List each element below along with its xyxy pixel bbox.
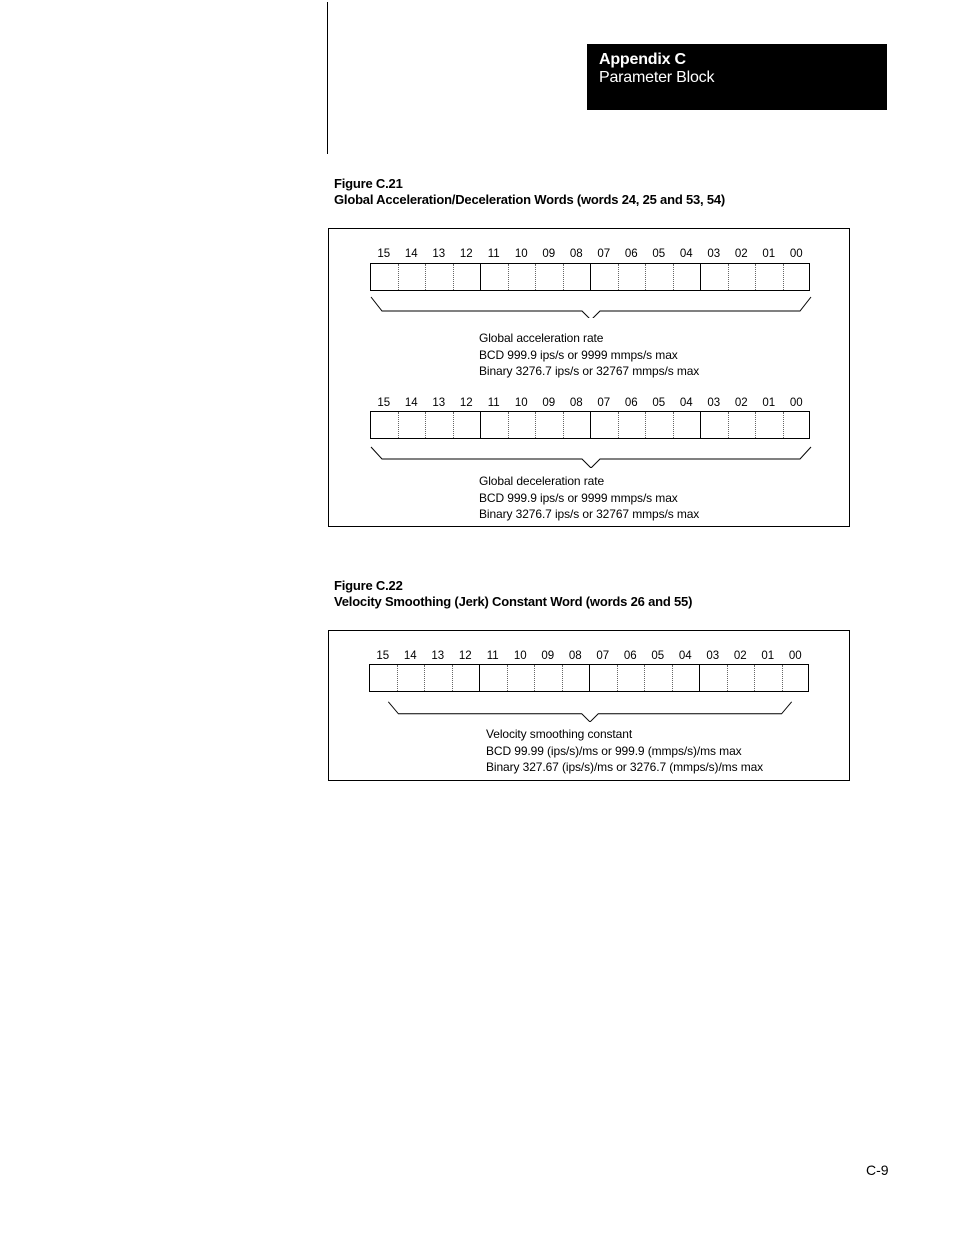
bit-cell [426, 264, 454, 290]
bit-cell [371, 264, 399, 290]
bit-cell [563, 665, 591, 691]
bit-cell [509, 412, 537, 438]
bit-number: 06 [624, 397, 638, 409]
bit-cell [784, 264, 812, 290]
bit-cell [426, 412, 454, 438]
bit-cell [454, 412, 482, 438]
bit-cell [454, 264, 482, 290]
bit-cell [399, 412, 427, 438]
bit-number: 09 [541, 650, 555, 662]
acceleration-bcd: BCD 999.9 ips/s or 9999 mmps/s max [479, 347, 678, 362]
acceleration-brace [370, 296, 812, 318]
bit-cell [508, 665, 536, 691]
deceleration-title: Global deceleration rate [479, 474, 605, 488]
bit-cell [728, 665, 756, 691]
bit-cell [646, 264, 674, 290]
bit-number: 07 [597, 397, 611, 409]
bit-cell [564, 264, 592, 290]
bit-number: 12 [458, 650, 472, 662]
bit-number: 01 [761, 650, 775, 662]
bit-cell [756, 264, 784, 290]
bit-number: 11 [486, 650, 499, 662]
bit-cell [453, 665, 481, 691]
bit-number: 13 [432, 248, 446, 260]
bit-number: 10 [514, 397, 528, 409]
bit-number: 14 [403, 650, 417, 662]
bit-cell [399, 264, 427, 290]
bit-number: 03 [707, 248, 721, 260]
acceleration-title: Global acceleration rate [479, 331, 604, 345]
bit-cell [674, 264, 702, 290]
bit-number: 15 [377, 248, 391, 260]
bit-cell [646, 412, 674, 438]
bit-cell [645, 665, 673, 691]
margin-rule [327, 2, 328, 154]
bit-number: 08 [568, 650, 582, 662]
bit-number: 11 [487, 397, 500, 409]
bit-number: 06 [623, 650, 637, 662]
bit-cell [481, 264, 509, 290]
bit-cell [783, 665, 811, 691]
bit-cell [370, 665, 398, 691]
bit-number: 12 [459, 397, 473, 409]
bit-number: 10 [513, 650, 527, 662]
bit-cell [425, 665, 453, 691]
bit-number: 07 [596, 650, 610, 662]
acceleration-binary: Binary 3276.7 ips/s or 32767 mmps/s max [479, 364, 700, 378]
bit-cell [701, 412, 729, 438]
bit-number: 08 [569, 248, 583, 260]
page-number: C-9 [866, 1162, 889, 1178]
bit-number: 05 [652, 248, 666, 260]
bit-number: 03 [707, 397, 721, 409]
bit-cell [618, 665, 646, 691]
smoothing-description [486, 726, 763, 776]
figure-c21-heading [334, 176, 725, 208]
bit-cell [371, 412, 399, 438]
bit-number: 09 [542, 248, 556, 260]
bit-cell [756, 412, 784, 438]
bit-cell [535, 665, 563, 691]
acceleration-description [479, 330, 699, 380]
smoothing-title: Velocity smoothing constant [486, 727, 633, 741]
bit-number: 13 [431, 650, 445, 662]
bit-number: 03 [706, 650, 720, 662]
bit-cell [590, 665, 618, 691]
acceleration-word-register [370, 263, 810, 291]
bit-cell [591, 412, 619, 438]
bit-number: 08 [569, 397, 583, 409]
bit-cell [536, 264, 564, 290]
figure-c22-number: Figure C.22 [334, 578, 403, 593]
bit-number: 15 [377, 397, 391, 409]
bit-number: 02 [734, 248, 748, 260]
appendix-title: Parameter Block [599, 69, 715, 86]
bit-cell [619, 412, 647, 438]
bit-cell [674, 412, 702, 438]
smoothing-binary: Binary 327.67 (ips/s)/ms or 3276.7 (mmps/s)/ms max [486, 760, 764, 774]
bit-number: 07 [597, 248, 611, 260]
bit-cell [564, 412, 592, 438]
bit-cell [700, 665, 728, 691]
smoothing-bcd: BCD 99.99 (ips/s)/ms or 999.9 (mmps/s)/ms max [486, 743, 742, 758]
bit-cell [701, 264, 729, 290]
bit-cell [729, 412, 757, 438]
bit-number: 04 [679, 248, 693, 260]
bit-number: 04 [678, 650, 692, 662]
bit-number: 04 [679, 397, 693, 409]
smoothing-word-register [369, 664, 809, 692]
bit-number: 14 [404, 248, 418, 260]
bit-number: 14 [404, 397, 418, 409]
appendix-label: Appendix C [599, 51, 686, 68]
deceleration-description [479, 473, 699, 523]
bit-number: 00 [789, 248, 803, 260]
deceleration-bcd: BCD 999.9 ips/s or 9999 mmps/s max [479, 490, 678, 505]
bit-cell [509, 264, 537, 290]
deceleration-binary: Binary 3276.7 ips/s or 32767 mmps/s max [479, 507, 700, 521]
bit-number: 13 [432, 397, 446, 409]
deceleration-word-register [370, 411, 810, 439]
bit-number: 06 [624, 248, 638, 260]
deceleration-brace [370, 446, 812, 468]
bit-cell [591, 264, 619, 290]
bit-cell [536, 412, 564, 438]
bit-cell [755, 665, 783, 691]
bit-number: 00 [789, 397, 803, 409]
bit-number: 05 [651, 650, 665, 662]
figure-c21-caption: Global Acceleration/Deceleration Words (words 24, 25 and 53, 54) [334, 192, 726, 207]
bit-cell [481, 412, 509, 438]
figure-c22-heading [334, 578, 692, 610]
bit-cell [619, 264, 647, 290]
figure-c21-number: Figure C.21 [334, 176, 403, 191]
bit-number: 01 [762, 248, 776, 260]
bit-number: 09 [542, 397, 556, 409]
bit-number: 12 [459, 248, 473, 260]
bit-number: 02 [733, 650, 747, 662]
bit-number: 10 [514, 248, 528, 260]
bit-cell [784, 412, 812, 438]
bit-cell [729, 264, 757, 290]
bit-number: 00 [788, 650, 802, 662]
bit-cell [480, 665, 508, 691]
bit-number: 11 [487, 248, 500, 260]
bit-number: 01 [762, 397, 776, 409]
figure-c22-caption: Velocity Smoothing (Jerk) Constant Word (words 26 and 55) [334, 594, 693, 609]
bit-number: 15 [376, 650, 390, 662]
smoothing-brace [369, 700, 811, 722]
appendix-header [587, 44, 887, 110]
bit-number: 05 [652, 397, 666, 409]
bit-cell [673, 665, 701, 691]
bit-cell [398, 665, 426, 691]
bit-number: 02 [734, 397, 748, 409]
